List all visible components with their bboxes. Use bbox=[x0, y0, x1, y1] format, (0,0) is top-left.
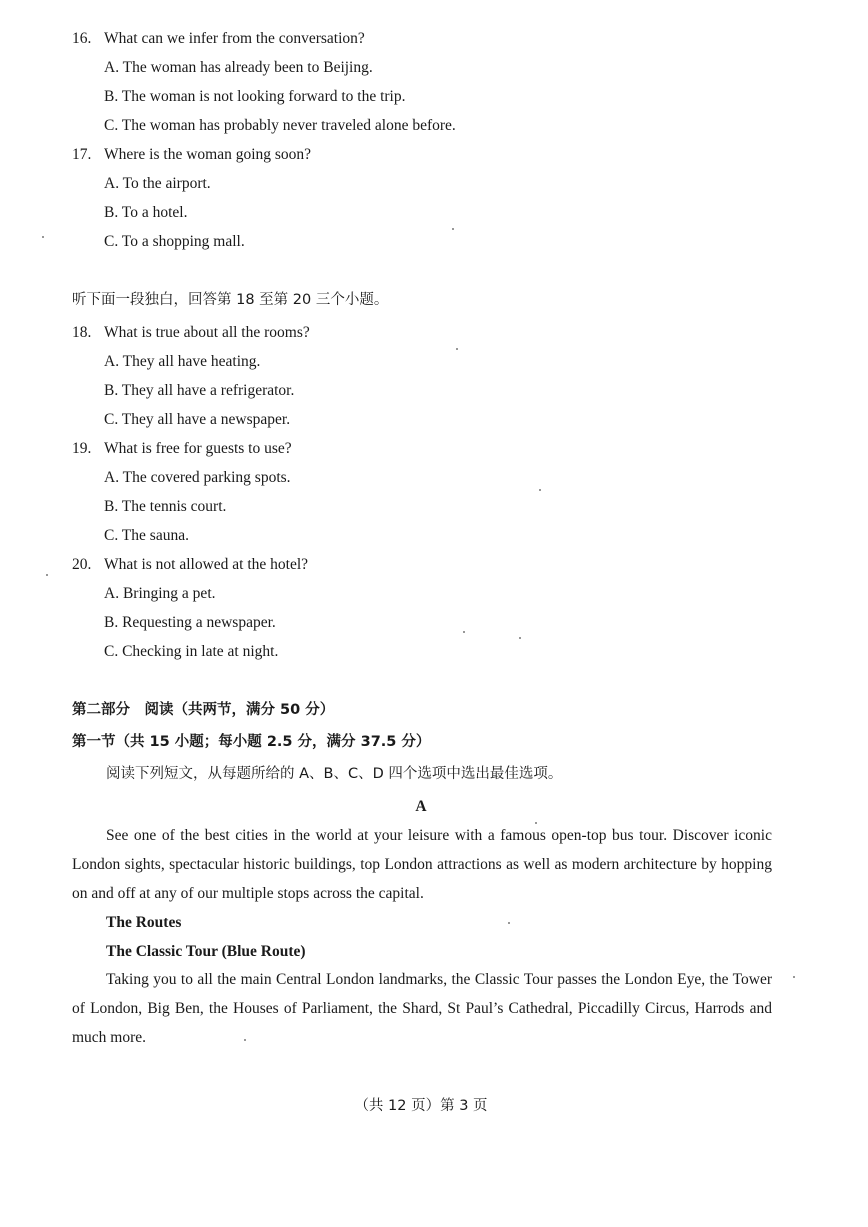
passage-label: A bbox=[415, 798, 427, 815]
heading-classic-tour: The Classic Tour (Blue Route) bbox=[106, 943, 306, 960]
scan-speck bbox=[539, 489, 541, 491]
option-17a: A. To the airport. bbox=[104, 175, 211, 192]
option-20b: B. Requesting a newspaper. bbox=[104, 614, 276, 631]
option-18b: B. They all have a refrigerator. bbox=[104, 382, 295, 399]
scan-speck bbox=[793, 976, 795, 978]
scan-speck bbox=[535, 822, 537, 824]
option-20c: C. Checking in late at night. bbox=[104, 643, 279, 660]
option-16c: C. The woman has probably never traveled alone before. bbox=[104, 117, 456, 134]
heading-routes: The Routes bbox=[106, 914, 182, 931]
passage-intro-text: See one of the best cities in the world at your leisure with a famous open-top bus tour. Discover iconic London sights, spectacular historic buildings, top London attractions as well as modern architecture by hopping on and off at any of our multiple stops across the capital. bbox=[72, 827, 772, 902]
part-two-title: 第二部分 阅读（共两节，满分 50 分） bbox=[72, 702, 335, 718]
option-20a: A. Bringing a pet. bbox=[104, 585, 216, 602]
option-18c: C. They all have a newspaper. bbox=[104, 411, 291, 428]
monologue-instruction: 听下面一段独白，回答第 18 至第 20 三个小题。 bbox=[72, 292, 389, 308]
question-number: 20. bbox=[72, 556, 92, 573]
page-footer: （共 12 页）第 3 页 bbox=[354, 1098, 488, 1114]
reading-instruction: 阅读下列短文，从每题所给的 A、B、C、D 四个选项中选出最佳选项。 bbox=[106, 766, 563, 782]
option-16b: B. The woman is not looking forward to the trip. bbox=[104, 88, 406, 105]
option-18a: A. They all have heating. bbox=[104, 353, 261, 370]
option-16a: A. The woman has already been to Beijing. bbox=[104, 59, 373, 76]
question-text: Where is the woman going soon? bbox=[104, 146, 312, 163]
scan-speck bbox=[46, 574, 48, 576]
section-one-title: 第一节（共 15 小题；每小题 2.5 分，满分 37.5 分） bbox=[72, 734, 431, 750]
question-number: 19. bbox=[72, 440, 92, 457]
scan-speck bbox=[463, 631, 465, 633]
passage-intro-paragraph bbox=[72, 821, 772, 908]
option-19c: C. The sauna. bbox=[104, 527, 189, 544]
classic-tour-text: Taking you to all the main Central London landmarks, the Classic Tour passes the London Eye, the Tower of London, Big Ben, the Houses of Parliament, the Shard, St Paul’s Cathedral, Piccadilly Circus, Harrods and much more. bbox=[72, 971, 772, 1046]
question-text: What is not allowed at the hotel? bbox=[104, 556, 309, 573]
question-text: What is true about all the rooms? bbox=[104, 324, 310, 341]
question-number: 17. bbox=[72, 146, 92, 163]
scan-speck bbox=[508, 922, 510, 924]
question-text: What can we infer from the conversation? bbox=[104, 30, 365, 47]
question-number: 16. bbox=[72, 30, 92, 47]
scan-speck bbox=[519, 637, 521, 639]
scan-speck bbox=[42, 236, 44, 238]
option-17c: C. To a shopping mall. bbox=[104, 233, 245, 250]
scan-speck bbox=[244, 1039, 246, 1041]
option-19a: A. The covered parking spots. bbox=[104, 469, 291, 486]
option-19b: B. The tennis court. bbox=[104, 498, 227, 515]
classic-tour-paragraph bbox=[72, 965, 772, 1052]
scan-speck bbox=[452, 228, 454, 230]
question-text: What is free for guests to use? bbox=[104, 440, 292, 457]
option-17b: B. To a hotel. bbox=[104, 204, 188, 221]
scan-speck bbox=[456, 348, 458, 350]
question-number: 18. bbox=[72, 324, 92, 341]
